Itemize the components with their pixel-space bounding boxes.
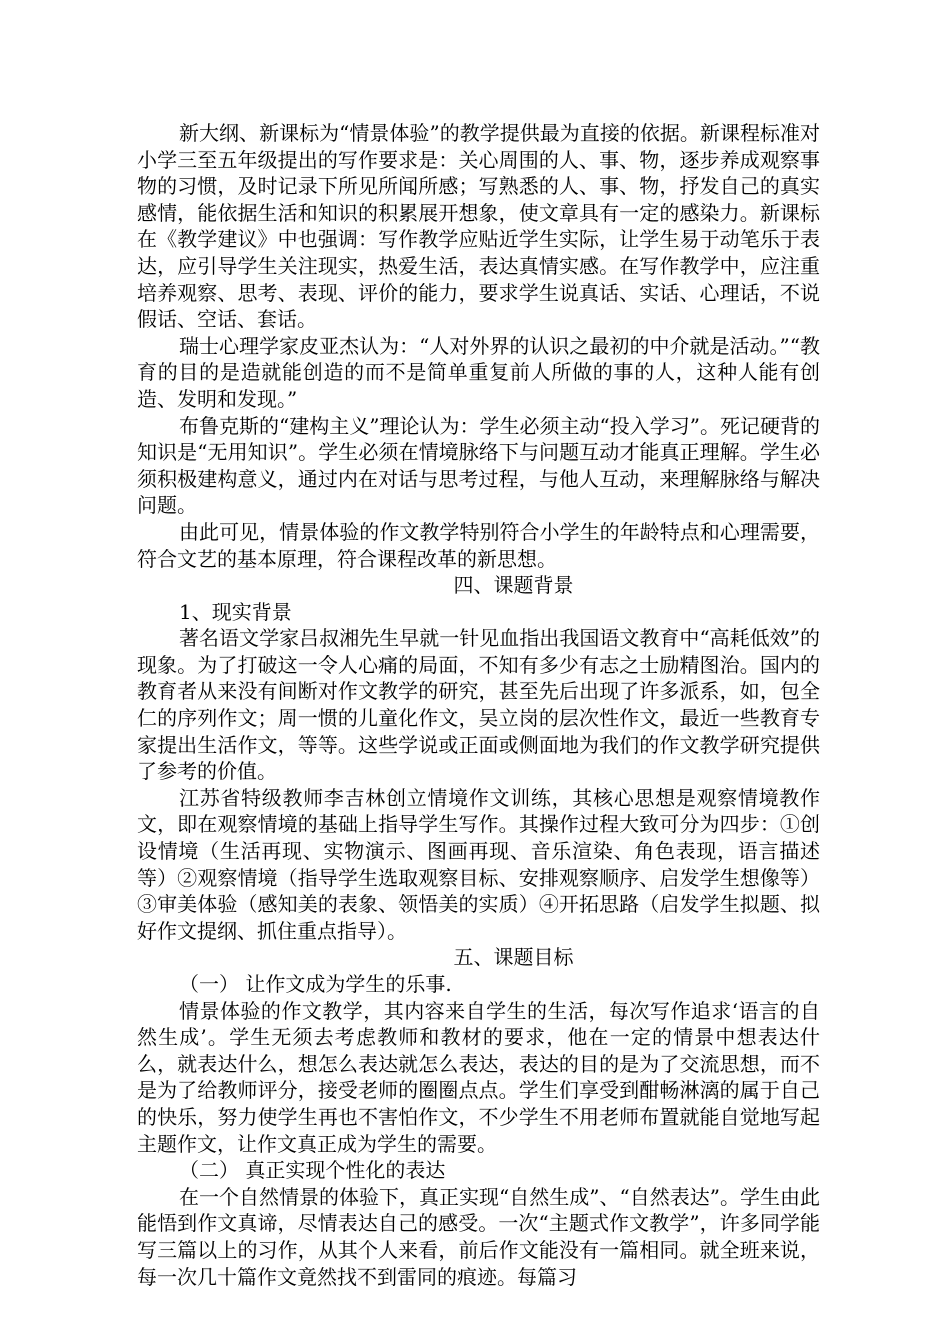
paragraph-constructivism: 布鲁克斯的“建构主义”理论认为：学生必须主动“投入学习”。死记硬背的知识是“无用知识”。学生必须在情境脉络下与问题互动才能真正理解。学生必须积极建构意义，通过内在对话与思考过程，与他人互动，来理解脉络与解决问题。	[137, 413, 820, 518]
paragraph-piaget: 瑞士心理学家皮亚杰认为：“人对外界的认识之最初的中介就是活动。”“教育的目的是造就能创造的而不是简单重复前人所做的事的人，这种人能有创造、发明和发现。”	[137, 333, 820, 411]
paragraph-li-jilin: 江苏省特级教师李吉林创立情境作文训练，其核心思想是观察情境教作文，即在观察情境的基础上指导学生写作。其操作过程大致可分为四步：①创设情境（生活再现、实物演示、图画再现、音乐渲染、角色表现，语言描述等）②观察情境（指导学生选取观察目标、安排观察顺序、启发学生想像等）③审美体验（感知美的表象、领悟美的实质）④开拓思路（启发学生拟题、拟好作文提纲、抓住重点指导）。	[137, 785, 820, 943]
subheading-goal-two: （二） 真正实现个性化的表达	[179, 1158, 446, 1183]
section-heading-goals: 五、课题目标	[453, 945, 574, 970]
section-heading-background: 四、课题背景	[453, 573, 574, 598]
paragraph-goal-one: 情景体验的作文教学，其内容来自学生的生活，每次写作追求‘语言的自然生成’。学生无须去考虑教师和教材的要求，他在一定的情景中想表达什么，就表达什么，想怎么表达就怎么表达，表达的目的是为了交流思想，而不是为了给教师评分，接受老师的圈圈点点。学生们享受到酣畅淋漓的属于自己的快乐，努力使学生再也不害怕作文，不少学生不用老师布置就能自觉地写起主题作文，让作文真正成为学生的需要。	[137, 998, 820, 1156]
paragraph-lv-shuxiang: 著名语文学家吕叔湘先生早就一针见血指出我国语文教育中“高耗低效”的现象。为了打破这一令人心痛的局面，不知有多少有志之士励精图治。国内的教育者从来没有间断对作文教学的研究，甚至先后出现了许多派系，如，包全仁的序列作文；周一惯的儿童化作文，吴立岗的层次性作文，最近一些教育专家提出生活作文，等等。这些学说或正面或侧面地为我们的作文教学研究提供了参考的价值。	[137, 626, 820, 784]
paragraph-goal-two: 在一个自然情景的体验下，真正实现“自然生成”、“自然表达”。学生由此能悟到作文真谛，尽情表达自己的感受。一次“主题式作文教学”，许多同学能写三篇以上的习作，从其个人来看，前后作文能没有一篇相同。就全班来说，每一次几十篇作文竟然找不到雷同的痕迹。每篇习	[137, 1184, 820, 1289]
paragraph-conclusion: 由此可见，情景体验的作文教学特别符合小学生的年龄特点和心理需要，符合文艺的基本原理，符合课程改革的新思想。	[137, 519, 820, 571]
subheading-reality-background: 1、现实背景	[179, 599, 292, 624]
subheading-goal-one: （一） 让作文成为学生的乐事.	[179, 972, 452, 996]
paragraph-curriculum-basis: 新大纲、新课标为“情景体验”的教学提供最为直接的依据。新课程标准对小学三至五年级提出的写作要求是：关心周围的人、事、物，逐步养成观察事物的习惯，及时记录下所见所闻所感；写熟悉的人、事、物，抒发自己的真实感情，能依据生活和知识的积累展开想象，使文章具有一定的感染力。新课标在《教学建议》中也强调：写作教学应贴近学生实际，让学生易于动笔乐于表达，应引导学生关注现实，热爱生活，表达真情实感。在写作教学中，应注重培养观察、思考、表现、评价的能力，要求学生说真话、实话、心理话，不说假话、空话、套话。	[137, 121, 820, 332]
